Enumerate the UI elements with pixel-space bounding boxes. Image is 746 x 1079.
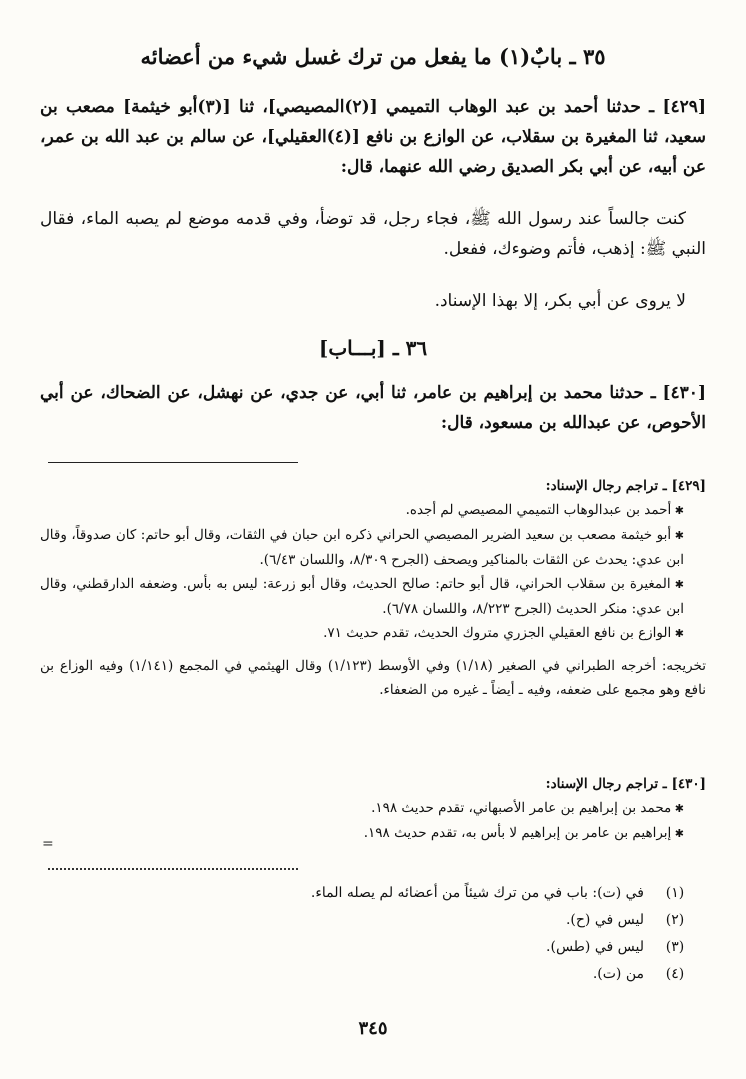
footnote-number: (٢) xyxy=(665,912,685,928)
notes-429-heading: [٤٢٩] ـ تراجم رجال الإسناد: xyxy=(545,478,706,494)
chapter-35-title: ٣٥ ـ بابٌ(١) ما يفعل من ترك غسل شيء من أعضائه xyxy=(140,44,606,69)
footnotes-separator xyxy=(48,868,298,870)
notes-430-heading: [٤٣٠] ـ تراجم رجال الإسناد: xyxy=(545,776,706,792)
takhrij-429: تخريجه: أخرجه الطبراني في الصغير (١/١٨) وفي الأوسط (١/١٢٣) وقال الهيثمي في المجمع (١/١٤١) وفيه الوزاع بن نافع وهو مجمع على ضعفه، وفيه ـ أيضاً ـ غيره من الضعفاء. xyxy=(40,658,707,698)
hadith-430-isnad: [٤٣٠] ـ حدثنا محمد بن إبراهيم بن عامر، ثنا أبي، عن جدي، عن نهشل، عن الضحاك، عن أبي الأحوص، عن عبدالله بن مسعود، قال: xyxy=(40,383,706,433)
narrator-note: ✱ محمد بن إبراهيم بن عامر الأصبهاني، تقدم حديث ١٩٨. xyxy=(40,796,706,821)
footnote xyxy=(40,880,706,907)
footnote-number: (٣) xyxy=(665,939,685,955)
notes-430 xyxy=(40,772,706,846)
narrator-note: ✱ إبراهيم بن عامر بن إبراهيم لا بأس به، تقدم حديث ١٩٨. xyxy=(40,821,706,846)
footnote xyxy=(40,907,706,934)
margin-mark: = xyxy=(42,836,54,852)
chapter-36-title: ٣٦ ـ [بـــاب] xyxy=(318,336,428,360)
footnote xyxy=(40,961,706,988)
notes-429 xyxy=(40,474,706,702)
narrator-note: ✱ الوازع بن نافع العقيلي الجزري متروك الحديث، تقدم حديث ٧١. xyxy=(40,621,706,646)
narrator-note: ✱ أحمد بن عبدالوهاب التميمي المصيصي لم أجده. xyxy=(40,498,706,523)
notes-separator xyxy=(48,462,298,463)
hadith-429-matn: كنت جالساً عند رسول الله ﷺ، فجاء رجل، قد توضأ، وفي قدمه موضع لم يصبه الماء، فقال النبي ﷺ: إذهب، فأتم وضوءك، ففعل. xyxy=(40,209,706,259)
footnote xyxy=(40,934,706,961)
hadith-429-isnad: [٤٢٩] ـ حدثنا أحمد بن عبد الوهاب التميمي [(٢)المصيصي]، ثنا [(٣)أبو خيثمة] مصعب بن سعيد، ثنا المغيرة بن سقلاب، عن الوازع بن نافع [(٤)العقيلي]، عن سالم بن عبد الله بن عمر، عن أبيه، عن أبي بكر الصديق رضي الله عنهما، قال: xyxy=(40,97,706,177)
hadith-429-note: لا يروى عن أبي بكر، إلا بهذا الإسناد. xyxy=(434,291,686,311)
footnote-text: ليس في (طس). xyxy=(546,939,644,955)
narrator-note: ✱ أبو خيثمة مصعب بن سعيد الضرير المصيصي الحراني ذكره ابن حبان في الثقات، وقال أبو حاتم: كان صدوقاً، وقال ابن عدي: يحدث عن الثقات بالمناكير ويصحف (الجرح ٨/٣٠٩، واللسان ٦/٤٣). xyxy=(40,523,706,572)
footnote-text: ليس في (ح). xyxy=(565,912,644,928)
footnote-number: (٤) xyxy=(665,966,685,982)
narrator-note: ✱ المغيرة بن سقلاب الحراني، قال أبو حاتم: صالح الحديث، وقال أبو زرعة: ليس به بأس. وضعفه الدارقطني، وقال ابن عدي: منكر الحديث (الجرح ٨/٢٢٣، واللسان ٦/٧٨). xyxy=(40,572,706,621)
footnote-text: من (ت). xyxy=(592,966,644,982)
footnotes-list xyxy=(40,880,706,988)
page-number: ٣٤٥ xyxy=(358,1018,388,1039)
footnote-number: (١) xyxy=(665,885,685,901)
footnote-text: في (ت): باب في من ترك شيئاً من أعضائه لم يصله الماء. xyxy=(310,885,644,901)
